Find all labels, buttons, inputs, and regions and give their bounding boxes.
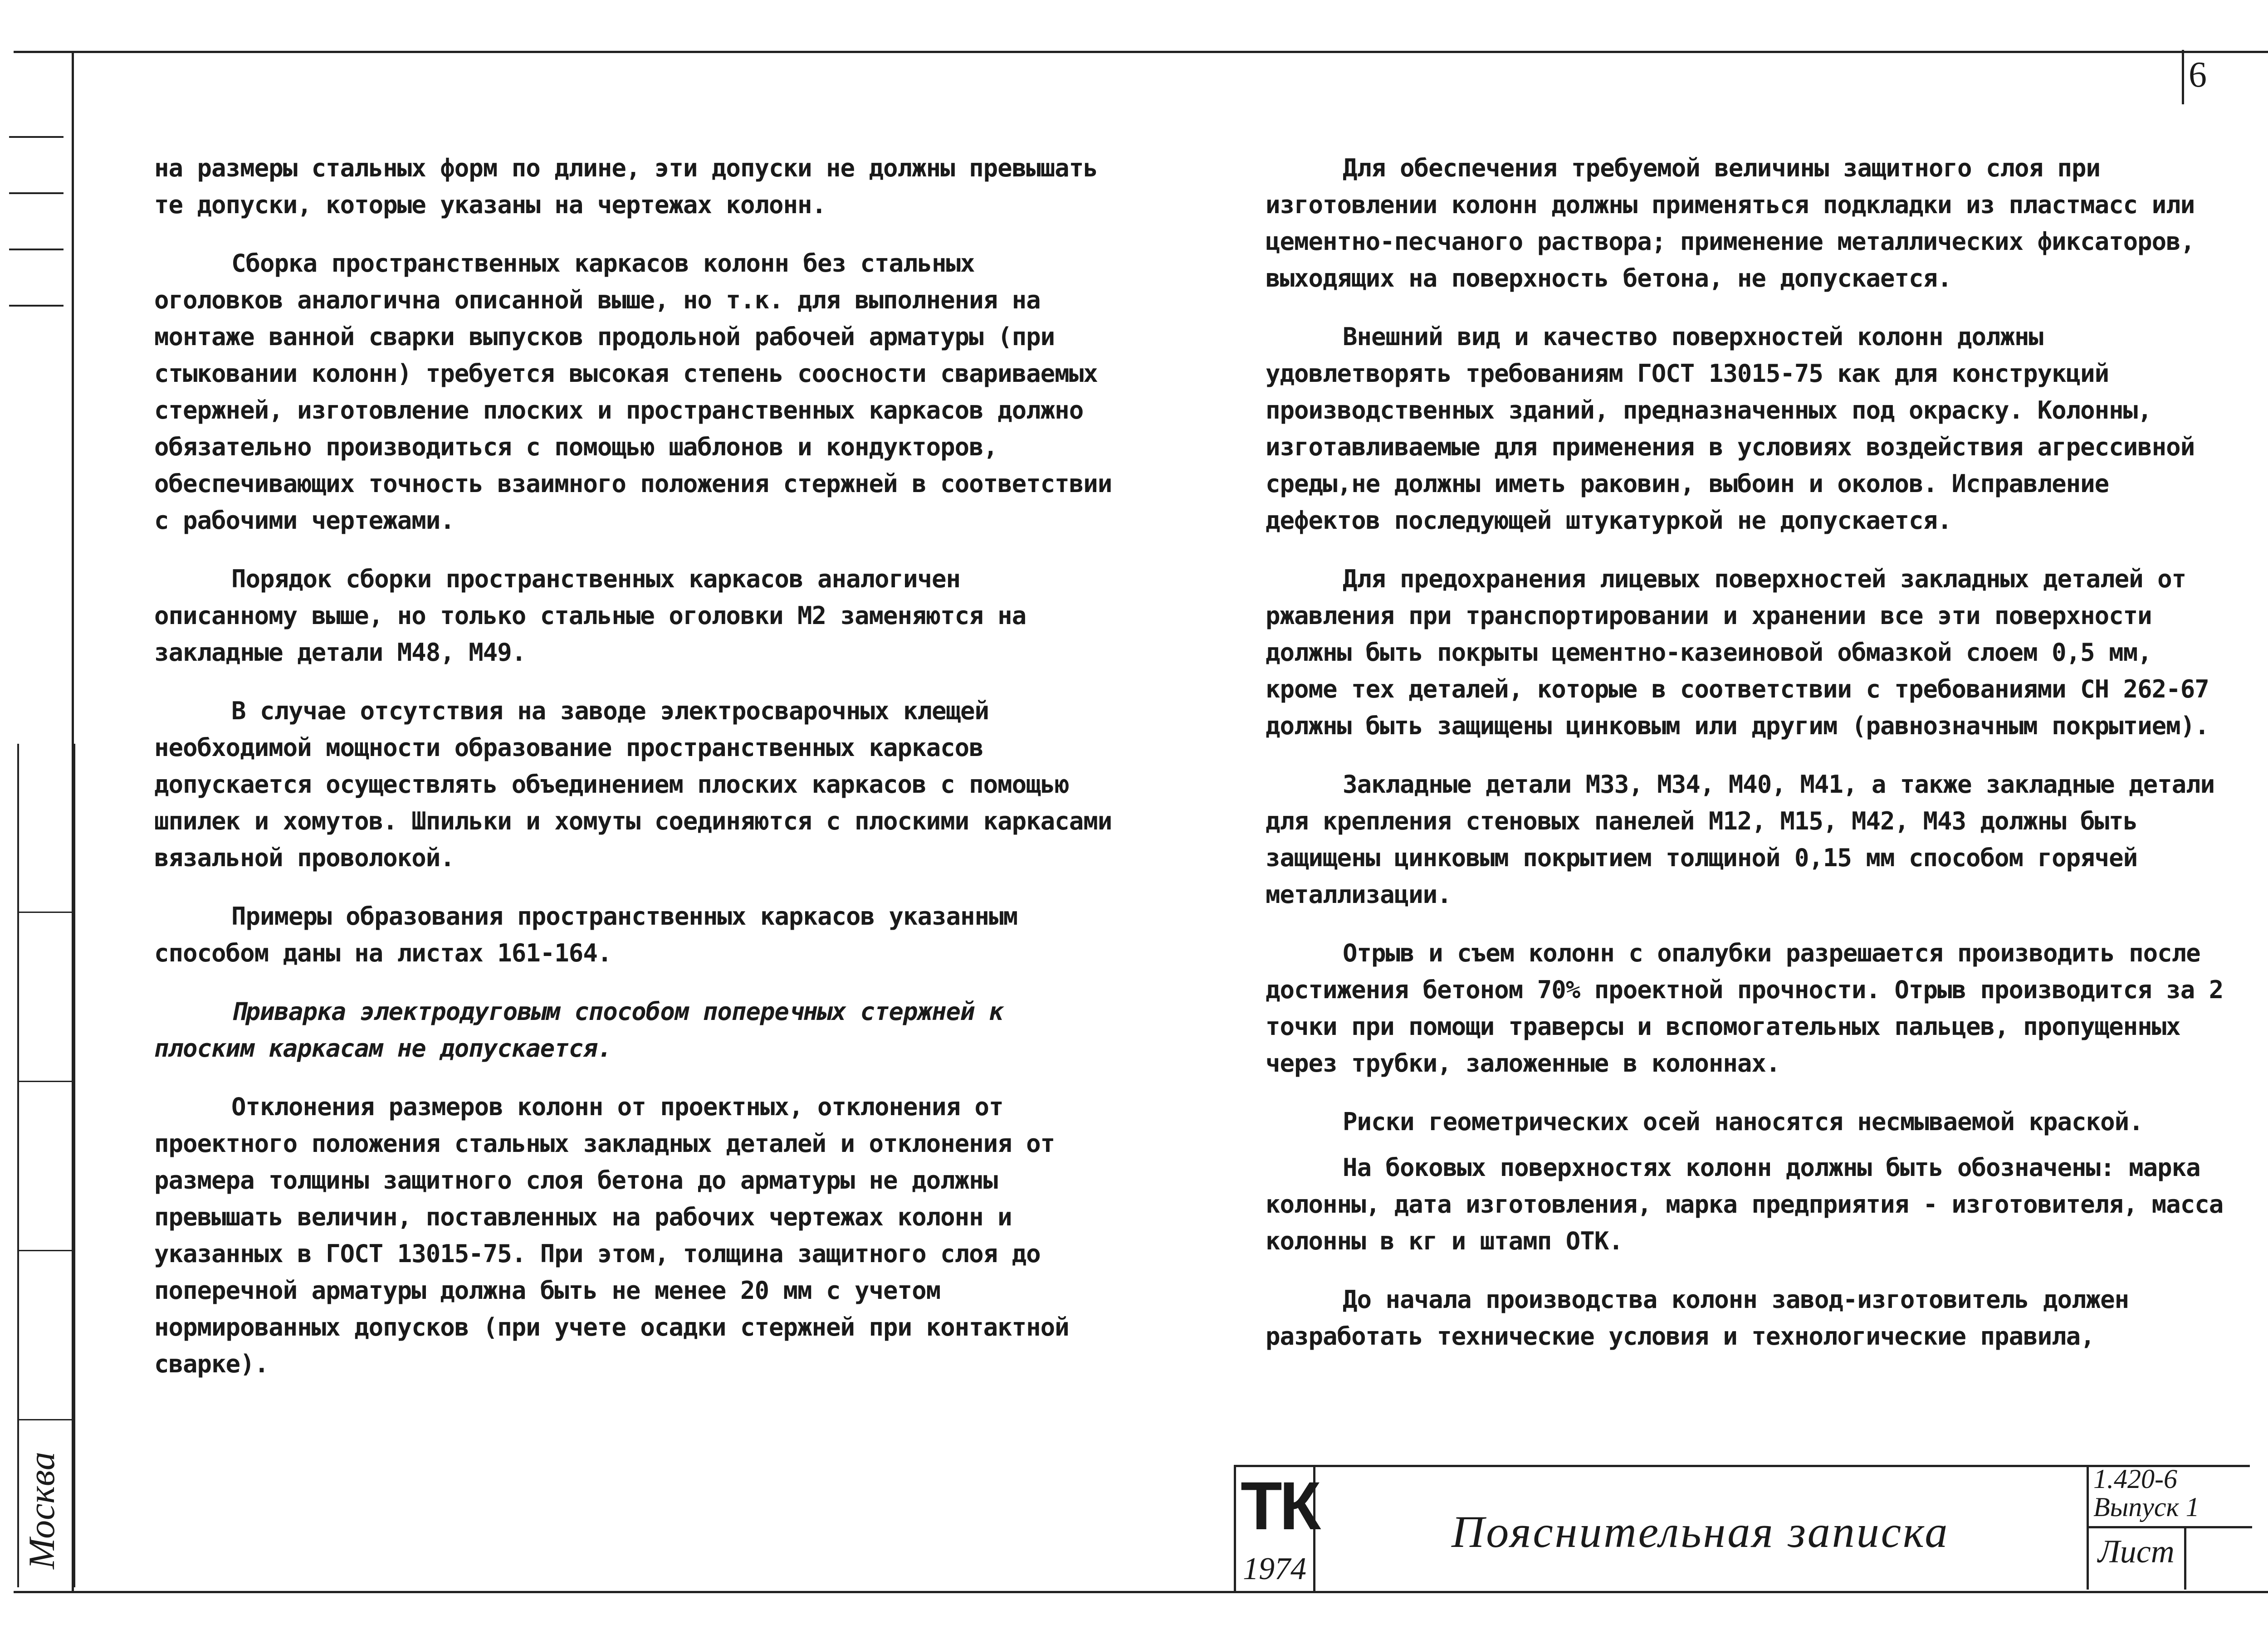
paragraph: Отрыв и съем колонн с опалубки разрешается производить после достижения бетоном 70% проектной прочности. Отрыв производится за 2 точки при помощи траверсы и вспомогательных пальцев, пропущенных через трубки, заложенные в колоннах. xyxy=(1266,939,2224,1078)
stamp-title: Пояснительная записка xyxy=(1452,1507,1950,1557)
paragraph: Отклонения размеров колонн от проектных, отклонения от проектного положения стальных закладных деталей и отклонения от размера толщины защитного слоя бетона до арматуры не должны превышать величин, поставленных на рабочих чертежах колонн и указанных в ГОСТ 13015-75. При этом, толщина защитного слоя до поперечной арматуры должна быть не менее 20 мм с учетом нормированных допусков (при учете осадки стержней при контактной сварке). xyxy=(154,1093,1069,1378)
paragraph: В случае отсутствия на заводе электросварочных клещей необходимой мощности образование пространственных каркасов допускается осуществлять объединением плоских каркасов с помощью шпилек и хомутов. Шпильки и хомуты соединяются с плоскими каркасами вязальной проволокой. xyxy=(154,697,1112,872)
paragraph: Закладные детали М33, М34, М40, М41, а также закладные детали для крепления стеновых панелей М12, М15, М42, М43 должны быть защищены цинковым покрытием толщиной 0,15 мм способом горячей металлизации. xyxy=(1266,770,2215,909)
stamp-year: 1974 xyxy=(1243,1551,1306,1586)
paragraph: Примеры образования пространственных каркасов указанным способом даны на листах 161-164. xyxy=(154,902,1018,967)
paragraph: Сборка пространственных каркасов колонн без стальных оголовков аналогична описанной выше, но т.к. для выполнения на монтаже ванной сварки выпусков продольной рабочей арматуры (при стыковании колонн) требуется высокая степень соосности свариваемых стержней, изготовление плоских и пространственных каркасов должно обязательно производиться с помощью шаблонов и кондукторов, обеспечивающих точность взаимного положения стержней в соответствии с рабочими чертежами. xyxy=(154,249,1112,535)
stamp-org-box xyxy=(1234,1465,1319,1592)
stamp-code-box xyxy=(2087,1465,2252,1590)
paragraph-italic: Приварка электродуговым способом поперечных стержней к плоским каркасам не допускается. xyxy=(154,997,1003,1063)
binding-label: Москва xyxy=(21,1452,62,1569)
paragraph: До начала производства колонн завод-изготовитель должен разработать технические условия и технологические правила, xyxy=(1266,1285,2129,1351)
stamp-code-series: 1.420-6 xyxy=(2093,1464,2177,1494)
paragraph: Для обеспечения требуемой величины защитного слоя при изготовлении колонн должны применяться подкладки из пластмасс или цементно-песчаного раствора; применение металлических фиксаторов, выходящих на поверхность бетона, не допускается. xyxy=(1266,154,2195,293)
page-number: 6 xyxy=(2189,55,2207,95)
paragraph: Порядок сборки пространственных каркасов аналогичен описанному выше, но только стальные оголовки М2 заменяются на закладные детали М48, М49. xyxy=(154,565,1026,667)
paragraph: На боковых поверхностях колонн должны быть обозначены: марка колонны, дата изготовления, марка предприятия - изготовителя, масса колонны в кг и штамп ОТК. xyxy=(1266,1153,2224,1255)
right-column xyxy=(1266,150,2227,1376)
stamp-sheet-label: Лист xyxy=(2098,1533,2175,1570)
margin-ticks xyxy=(9,136,73,361)
stamp-code xyxy=(2093,1465,2200,1521)
paragraph: Внешний вид и качество поверхностей колонн должны удовлетворять требованиям ГОСТ 13015-75 как для конструкций производственных зданий, предназначенных под окраску. Колонны, изготавливаемые для применения в условиях воздействия агрессивной среды,не должны иметь раковин, выбоин и околов. Исправление дефектов последующей штукатуркой не допускается. xyxy=(1266,322,2195,535)
page-number-bracket xyxy=(2182,50,2184,104)
paragraph: Для предохранения лицевых поверхностей закладных деталей от ржавления при транспортировании и хранении все эти поверхности должны быть покрыты цементно-казеиновой обмазкой слоем 0,5 мм, кроме тех деталей, которые в соответствии с требованиями СН 262-67 должны быть защищены цинковым или другим (равнозначным покрытием). xyxy=(1266,565,2209,740)
left-column xyxy=(154,150,1116,1404)
stamp-code-issue: Выпуск 1 xyxy=(2093,1492,2200,1522)
stamp-org: ТК xyxy=(1241,1468,1319,1544)
frame-top-line xyxy=(14,51,2268,53)
paragraph: Риски геометрических осей наносятся несмываемой краской. xyxy=(1343,1107,2143,1136)
title-block-stamp xyxy=(1234,1465,2250,1592)
paragraph: на размеры стальных форм по длине, эти допуски не должны превышать те допуски, которые указаны на чертежах колонн. xyxy=(154,154,1098,219)
